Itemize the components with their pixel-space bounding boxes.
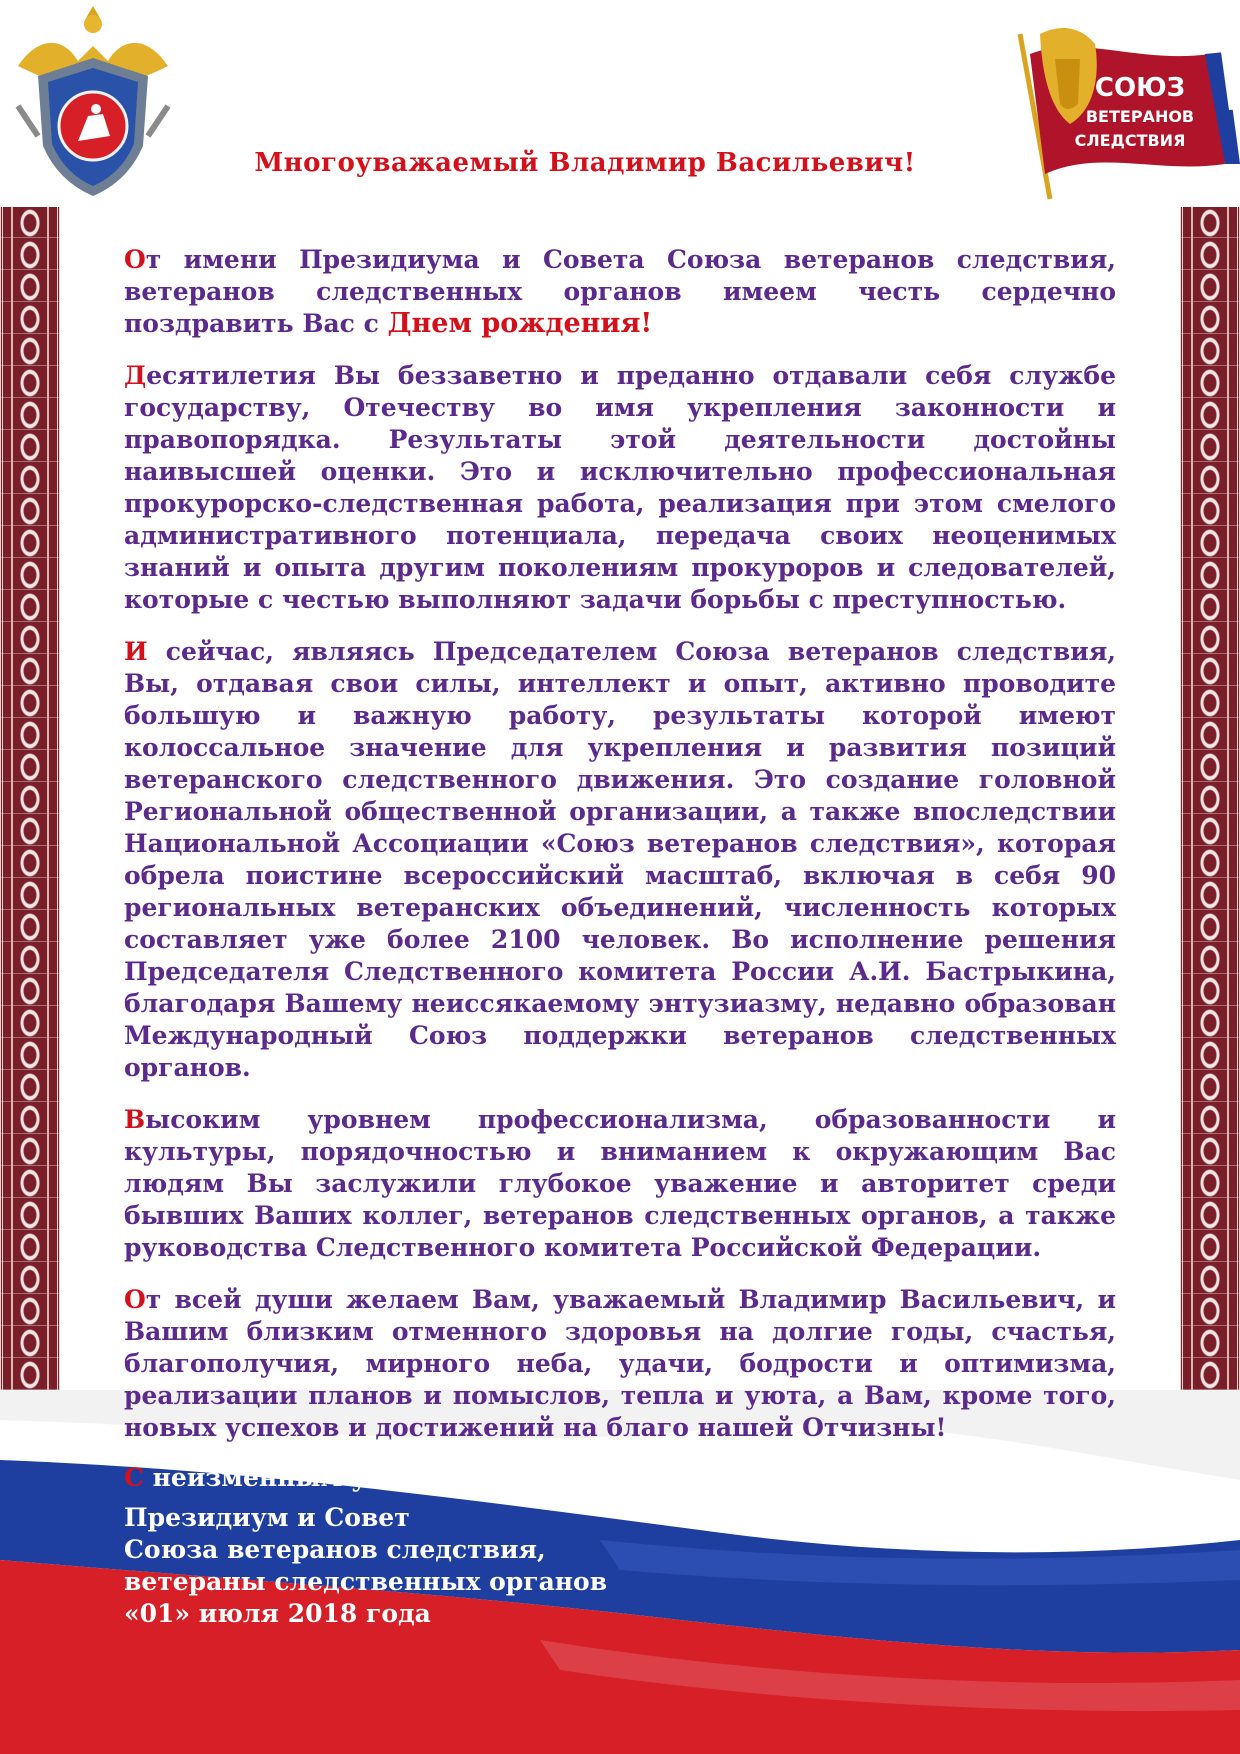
drop-cap: О xyxy=(124,1285,146,1314)
letter-title: Многоуважаемый Владимир Васильевич! xyxy=(254,148,916,178)
paragraph-3 xyxy=(124,636,1116,1084)
ornament-border-right xyxy=(1180,207,1240,1399)
signature-intro-text: неизменным уважением, xyxy=(143,1463,525,1492)
signature-block xyxy=(124,1462,824,1630)
paragraph-4 xyxy=(124,1104,1116,1264)
veterans-union-line1: СОЮЗ xyxy=(1094,73,1186,103)
letter-body xyxy=(124,244,1116,1464)
signature-line: ветераны следственных органов xyxy=(124,1567,608,1596)
drop-cap: В xyxy=(124,1105,146,1134)
drop-cap: С xyxy=(124,1463,144,1492)
paragraph-text: есятилетия Вы беззаветно и преданно отдавали себя службе государству, Отечеству во имя укрепления законности и правопорядка. Результаты этой деятельности достойны наивысшей оценки. Это и исключительно профессиональная прокурорско-следственная работа, реализация при этом смелого административного потенциала, передача своих неоценимых знаний и опыта другим поколениям прокуроров и следователей, которые с честью выполняют задачи борьбы с преступностью. xyxy=(124,361,1116,614)
paragraph-text: сейчас, являясь Председателем Союза ветеранов следствия, Вы, отдавая свои силы, интеллект и опыт, активно проводите большую и важную работу, результаты которой имеют колоссальное значение для укрепления и развития позиций ветеранского следственного движения. Это создание головной Региональной общественной организации, а также впоследствии Национальной Ассоциации «Союз ветеранов следствия», которая обрела поистине всероссийский масштаб, включая в себя 90 региональных ветеранских объединений, численность которых составляет уже более 2100 человек. Во исполнение решения Председателя Следственного комитета России А.И. Бастрыкина, благодаря Вашему неиссякаемому энтузиазму, недавно образован Международный Союз поддержки ветеранов следственных органов. xyxy=(124,637,1116,1082)
birthday-highlight: Днем рождения! xyxy=(387,308,653,339)
veterans-union-line3: СЛЕДСТВИЯ xyxy=(1074,131,1186,150)
drop-cap: О xyxy=(124,245,146,274)
signature-date: «01» июля 2018 года xyxy=(124,1599,431,1628)
paragraph-text: т всей души желаем Вам, уважаемый Владимир Васильевич, и Вашим близким отменного здоровья на долгие годы, счастья, благополучия, мирного неба, удачи, бодрости и оптимизма, реализации планов и помыслов, тепла и уюта, а Вам, кроме того, новых успехов и достижений на благо нашей Отчизны! xyxy=(124,1285,1116,1442)
paragraph-5 xyxy=(124,1284,1116,1444)
paragraph-2 xyxy=(124,360,1116,616)
signature-line: Союза ветеранов следствия, xyxy=(124,1535,546,1564)
ornament-border-left xyxy=(0,207,60,1399)
paragraph-1 xyxy=(124,244,1116,340)
paragraph-text: ысоким уровнем профессионализма, образованности и культуры, порядочностью и вниманием к окружающим Вас людям Вы заслужили глубокое уважение и авторитет среди бывших Ваших коллег, ветеранов следственных органов, а также руководства Следственного комитета Российской Федерации. xyxy=(124,1105,1116,1262)
signature-intro xyxy=(124,1462,824,1494)
veterans-union-line2: ВЕТЕРАНОВ xyxy=(1085,107,1195,126)
drop-cap: Д xyxy=(124,361,147,390)
paragraph-text: т имени Президиума и Совета Союза ветеранов следствия, ветеранов следственных органов имеем честь сердечно поздравить Вас с xyxy=(124,245,1116,338)
signature-line: Президиум и Совет xyxy=(124,1503,410,1532)
veterans-union-flag-icon xyxy=(1000,14,1240,204)
drop-cap: И xyxy=(124,637,148,666)
